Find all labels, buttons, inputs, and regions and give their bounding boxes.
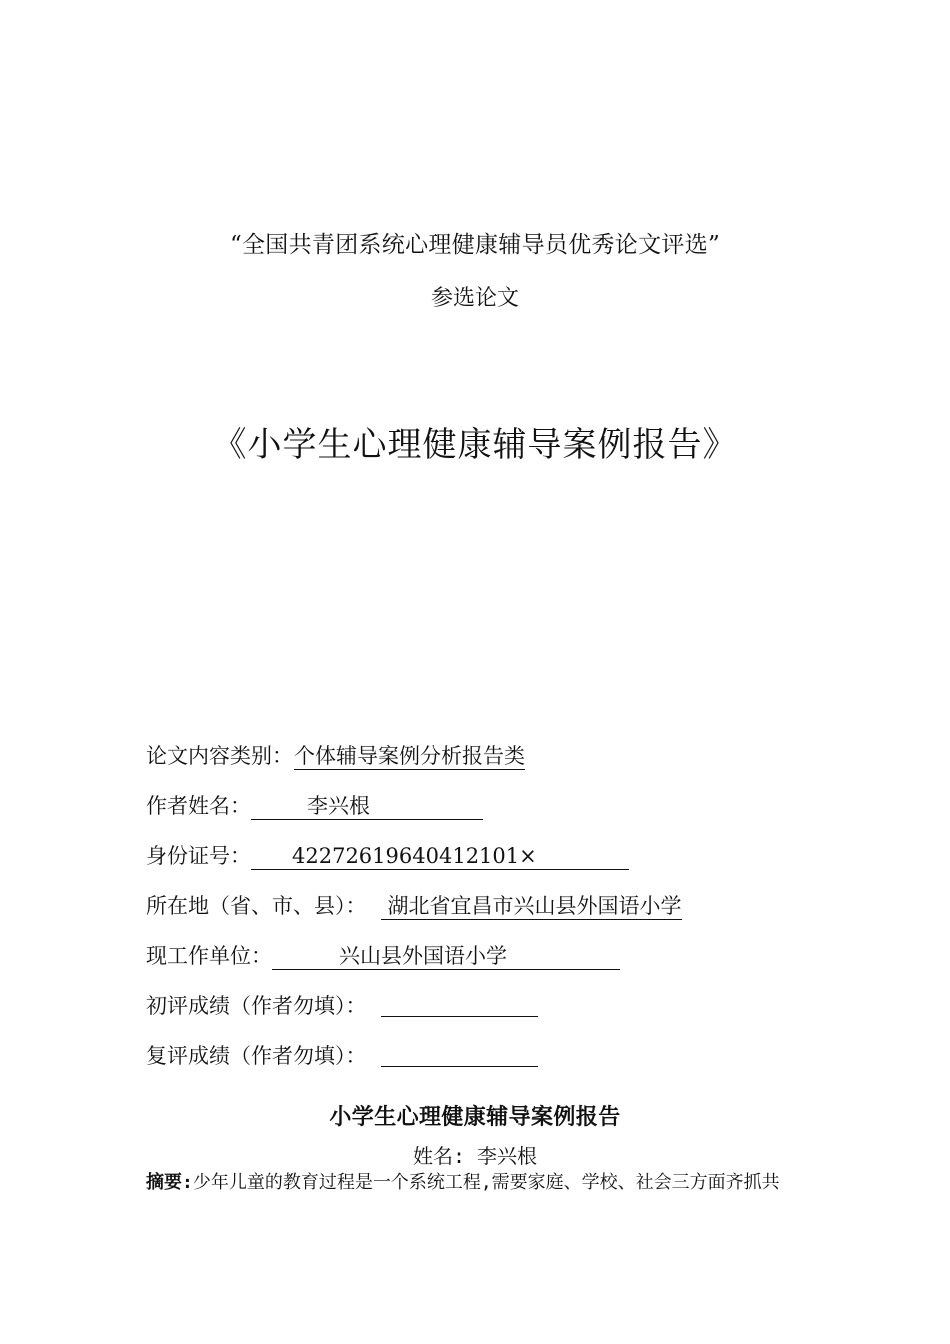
category-label: 论文内容类别： — [146, 744, 293, 768]
work-unit-field — [146, 944, 846, 994]
initial-score-blank — [381, 994, 538, 1017]
initial-score-field — [146, 994, 846, 1044]
author-field — [146, 794, 846, 844]
abstract-label: 摘要: — [146, 1172, 193, 1193]
abstract-line — [146, 1174, 780, 1192]
review-score-blank — [381, 1044, 538, 1067]
work-unit-label: 现工作单位： — [146, 944, 272, 968]
review-score-field — [146, 1044, 846, 1094]
entry-type: 参选论文 — [430, 286, 519, 311]
paper-info-form — [146, 744, 846, 1094]
id-label: 身份证号： — [146, 844, 251, 868]
category-value: 个体辅导案例分析报告类 — [294, 744, 525, 768]
location-label: 所在地（省、市、县）： — [146, 894, 367, 918]
initial-score-label: 初评成绩（作者勿填）： — [146, 994, 367, 1018]
review-score-label: 复评成绩（作者勿填）： — [146, 1044, 367, 1068]
contest-title: “全国共青团系统心理健康辅导员优秀论文评选” — [229, 232, 721, 258]
author-label: 作者姓名： — [146, 794, 251, 818]
category-field — [146, 744, 846, 794]
id-field — [146, 844, 846, 894]
author-value: 李兴根 — [251, 794, 483, 820]
work-unit-value: 兴山县外国语小学 — [272, 944, 620, 970]
body-author-line: 姓名: 李兴根 — [412, 1144, 538, 1168]
paper-title: 《小学生心理健康辅导案例报告》 — [212, 425, 738, 465]
id-value: 42272619640412101× — [251, 844, 629, 870]
abstract-text: 少年儿童的教育过程是一个系统工程,需要家庭、学校、社会三方面齐抓共 — [192, 1172, 780, 1193]
location-value: 湖北省宜昌市兴山县外国语小学 — [381, 894, 682, 920]
body-title: 小学生心理健康辅导案例报告 — [329, 1105, 621, 1130]
location-field — [146, 894, 846, 944]
